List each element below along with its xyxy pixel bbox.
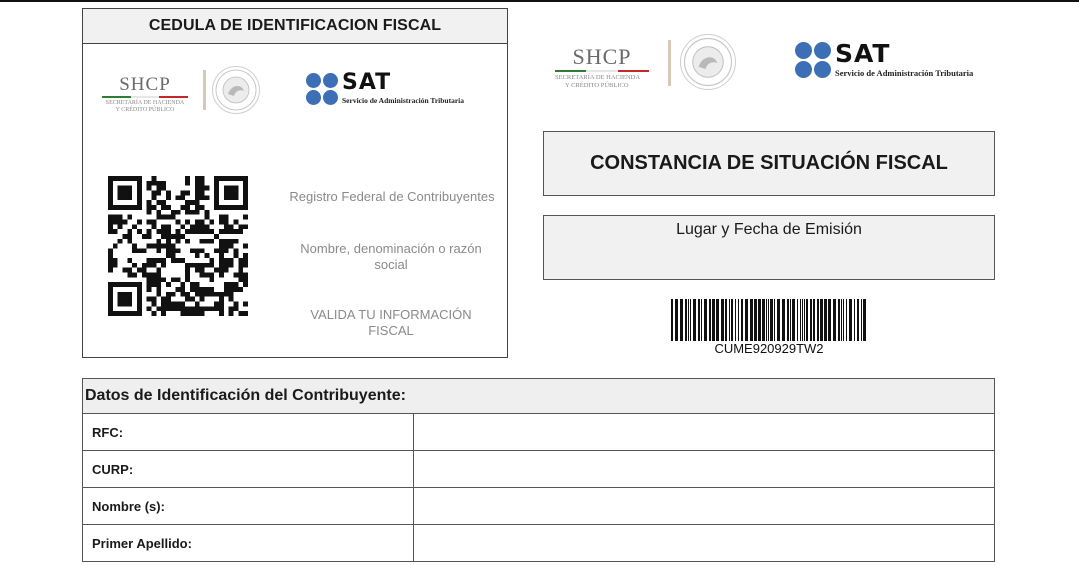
table-row: [83, 488, 994, 525]
sat-dots-icon: [306, 73, 338, 105]
curp-label: CURP:: [83, 451, 414, 487]
shcp-logo: SHCP SECRETARÍA DE HACIENDA Y CRÉDITO PÚBLICO: [555, 44, 649, 90]
sat-dots-icon: [795, 42, 831, 78]
barcode-text: CUME920929TW2: [714, 341, 824, 356]
top-border-line: [0, 0, 1079, 2]
datos-header: Datos de Identificación del Contribuyente:: [83, 379, 994, 414]
sat-logo-small: SAT Servicio de Administración Tributaria: [306, 72, 464, 105]
primer-apellido-value: [414, 525, 994, 561]
qr-code[interactable]: [108, 176, 248, 316]
constancia-title: CONSTANCIA DE SITUACIÓN FISCAL: [543, 131, 995, 196]
valida-caption: VALIDA TU INFORMACIÓN FISCAL: [310, 307, 472, 338]
rfc-label: RFC:: [83, 414, 414, 450]
logo-divider: [668, 40, 671, 86]
mexican-seal-icon: [212, 66, 260, 114]
logo-divider: [203, 70, 206, 110]
rfc-caption: Registro Federal de Contribuyentes: [289, 189, 495, 204]
sat-logo: SAT Servicio de Administración Tributaria: [795, 41, 973, 78]
nombre-value: [414, 488, 994, 524]
nombre-label: Nombre (s):: [83, 488, 414, 524]
primer-apellido-label: Primer Apellido:: [83, 525, 414, 561]
rfc-value: [414, 414, 994, 450]
flag-stripe: [102, 96, 188, 98]
shcp-logo-small: SHCP SECRETARÍA DE HACIENDA Y CRÉDITO PÚBLICO: [102, 74, 188, 114]
datos-identificacion-table: [82, 378, 995, 562]
mexican-seal-icon: [680, 34, 736, 90]
lugar-fecha-box: Lugar y Fecha de Emisión: [543, 215, 995, 280]
flag-stripe: [555, 70, 649, 72]
curp-value: [414, 451, 994, 487]
barcode: [671, 299, 867, 341]
cedula-header: CEDULA DE IDENTIFICACION FISCAL: [83, 9, 507, 44]
table-row: [83, 525, 994, 561]
table-row: [83, 414, 994, 451]
name-caption: Nombre, denominación o razón social: [300, 241, 482, 272]
table-row: [83, 451, 994, 488]
